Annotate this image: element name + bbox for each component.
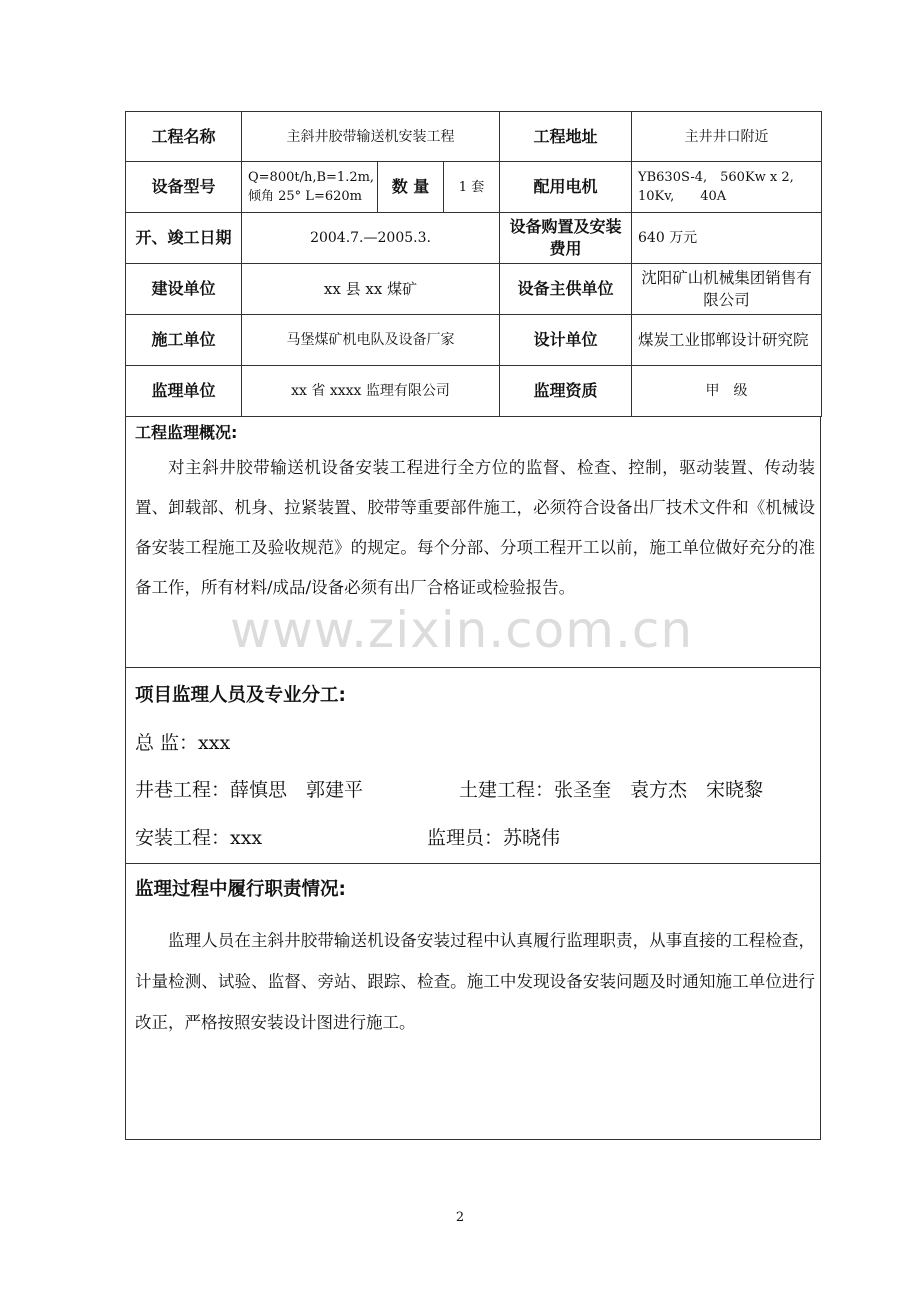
duty-section (125, 864, 821, 1140)
project-name-label: 工程名称 (126, 112, 242, 162)
motor-label: 配用电机 (500, 162, 632, 213)
cost-label: 设备购置及安装费用 (500, 213, 632, 264)
overview-title: 工程监理概况: (135, 423, 238, 442)
staff-section (125, 668, 821, 864)
install-work-staff: 安装工程：xxx (135, 827, 263, 849)
supervisor-value: xx 省 xxxx 监理有限公司 (242, 366, 500, 417)
specialty-row-2 (135, 823, 815, 851)
qualification-value: 甲 级 (632, 366, 822, 417)
owner-value: xx 县 xx 煤矿 (242, 264, 500, 315)
quantity-value: 1 套 (444, 162, 500, 213)
specialty-row-1 (135, 775, 815, 803)
model-value (242, 162, 378, 213)
owner-label: 建设单位 (126, 264, 242, 315)
constructor-label: 施工单位 (126, 315, 242, 366)
watermark: www.zixin.com.cn (230, 601, 694, 659)
civil-work-staff: 土建工程：张圣奎 袁方杰 宋晓黎 (459, 779, 764, 801)
designer-label: 设计单位 (500, 315, 632, 366)
overview-text: 对主斜井胶带输送机设备安装工程进行全方位的监督、检查、控制，驱动装置、传动装置、卸载部、机身、拉紧装置、胶带等重要部件施工，必须符合设备出厂技术文件和《机械设备安装工程施工及验收规范》的规定。每个分部、分项工程开工以前，施工单位做好充分的准备工作，所有材料/成品/设备必须有出厂合格证或检验报告。 (135, 458, 815, 597)
project-address-value: 主井井口附近 (632, 112, 822, 162)
supervisor-label: 监理单位 (126, 366, 242, 417)
duty-text: 监理人员在主斜井胶带输送机设备安装过程中认真履行监理职责，从事直接的工程检查，计量检测、试验、监督、旁站、跟踪、检查。施工中发现设备安装问题及时通知施工单位进行改正，严格按照安装设计图进行施工。 (135, 931, 815, 1032)
chief-supervisor: 总 监：xxx (135, 732, 231, 754)
supplier-label: 设备主供单位 (500, 264, 632, 315)
staff-title: 项目监理人员及专业分工: (135, 685, 346, 706)
model-label: 设备型号 (126, 162, 242, 213)
designer-value: 煤炭工业邯郸设计研究院 (632, 315, 822, 366)
supplier-value: 沈阳矿山机械集团销售有限公司 (632, 264, 822, 315)
dates-value: 2004.7.—2005.3. (242, 213, 500, 264)
project-address-label: 工程地址 (500, 112, 632, 162)
model-line-1: Q=800t/h,B=1.2m, (248, 170, 375, 185)
motor-value (632, 162, 822, 213)
duty-title: 监理过程中履行职责情况: (135, 879, 346, 900)
quantity-label: 数 量 (378, 162, 444, 213)
inspector-staff: 监理员：苏晓伟 (427, 827, 561, 849)
dates-label: 开、竣工日期 (126, 213, 242, 264)
page-number: 2 (455, 1210, 465, 1225)
project-name-value: 主斜井胶带输送机安装工程 (242, 112, 500, 162)
project-info-table (125, 111, 822, 417)
cost-value: 640 万元 (632, 213, 822, 264)
qualification-label: 监理资质 (500, 366, 632, 417)
model-line-2: 倾角 25° L=620m (248, 189, 362, 204)
motor-line-2: 10Kv, 40A (638, 189, 727, 204)
motor-line-1: YB630S-4, 560Kw x 2, (638, 170, 794, 185)
shaft-work-staff: 井巷工程：薛慎思 郭建平 (135, 779, 364, 801)
constructor-value: 马堡煤矿机电队及设备厂家 (242, 315, 500, 366)
